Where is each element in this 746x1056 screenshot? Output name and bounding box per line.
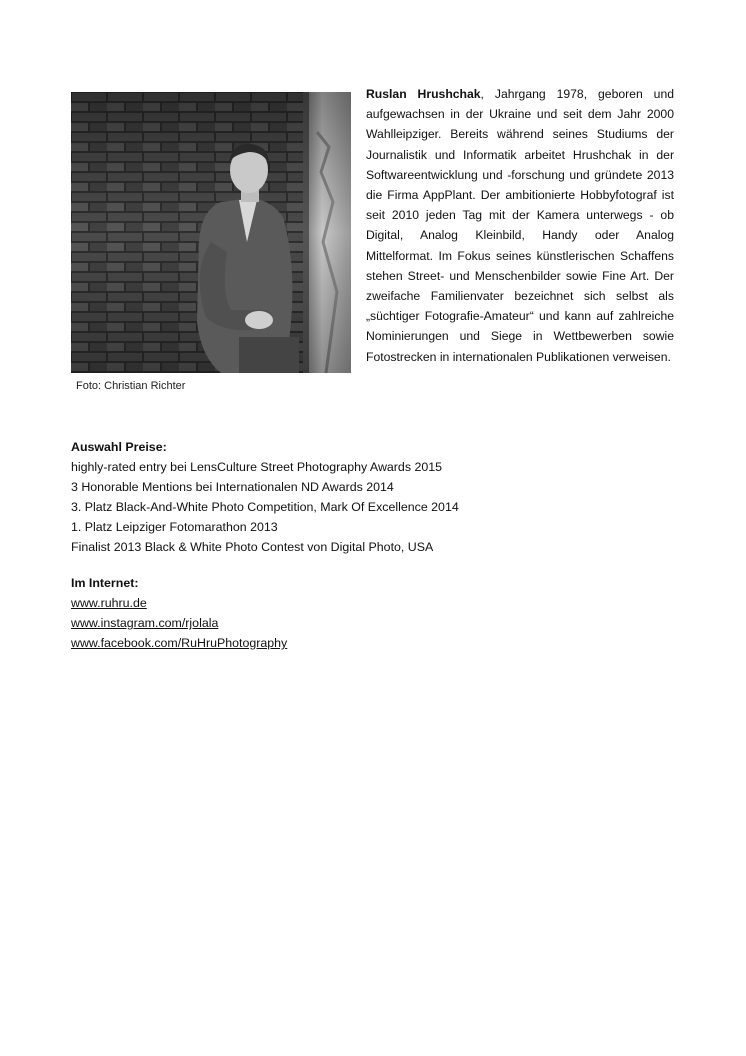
portrait-photo xyxy=(71,92,351,373)
photo-caption: Foto: Christian Richter xyxy=(76,380,186,392)
link-ruhru[interactable]: www.ruhru.de xyxy=(71,596,147,610)
link-facebook[interactable]: www.facebook.com/RuHruPhotography xyxy=(71,636,288,650)
award-item: 3. Platz Black-And-White Photo Competition, Mark Of Excellence 2014 xyxy=(71,500,459,514)
author-name: Ruslan Hrushchak xyxy=(366,87,481,101)
link-instagram[interactable]: www.instagram.com/rjolala xyxy=(71,616,219,630)
internet-heading: Im Internet: xyxy=(71,576,139,590)
award-item: Finalist 2013 Black & White Photo Contest von Digital Photo, USA xyxy=(71,540,434,554)
awards-section xyxy=(71,437,671,557)
award-item: 3 Honorable Mentions bei Internationalen ND Awards 2014 xyxy=(71,480,394,494)
biography-paragraph xyxy=(366,84,674,367)
internet-section xyxy=(71,573,671,653)
award-item: highly-rated entry bei LensCulture Street Photography Awards 2015 xyxy=(71,460,443,474)
biography-text: , Jahrgang 1978, geboren und aufgewachsen in der Ukraine und seit dem Jahr 2000 Wahlleipziger. Bereits während seines Studiums der Journalistik und Informatik arbeitet Hrushchak in der Softwareentwicklung und -forschung und gründete 2013 die Firma AppPlant. Der ambitionierte Hobbyfotograf ist seit 2010 jeden Tag mit der Kamera unterwegs - ob Digital, Analog Kleinbild, Handy oder Analog Mittelformat. Im Fokus seines künstlerischen Schaffens stehen Street- und Menschenbilder sowie Fine Art. Der zweifache Familienvater bezeichnet sich selbst als „süchtiger Fotografie-Amateur“ und kann auf zahlreiche Nominierungen und Siege in Wettbewerben sowie Fotostrecken in internationalen Publikationen verweisen. xyxy=(366,87,674,364)
awards-heading: Auswahl Preise: xyxy=(71,440,167,454)
award-item: 1. Platz Leipziger Fotomarathon 2013 xyxy=(71,520,278,534)
portrait-photo-graphic xyxy=(71,92,351,373)
